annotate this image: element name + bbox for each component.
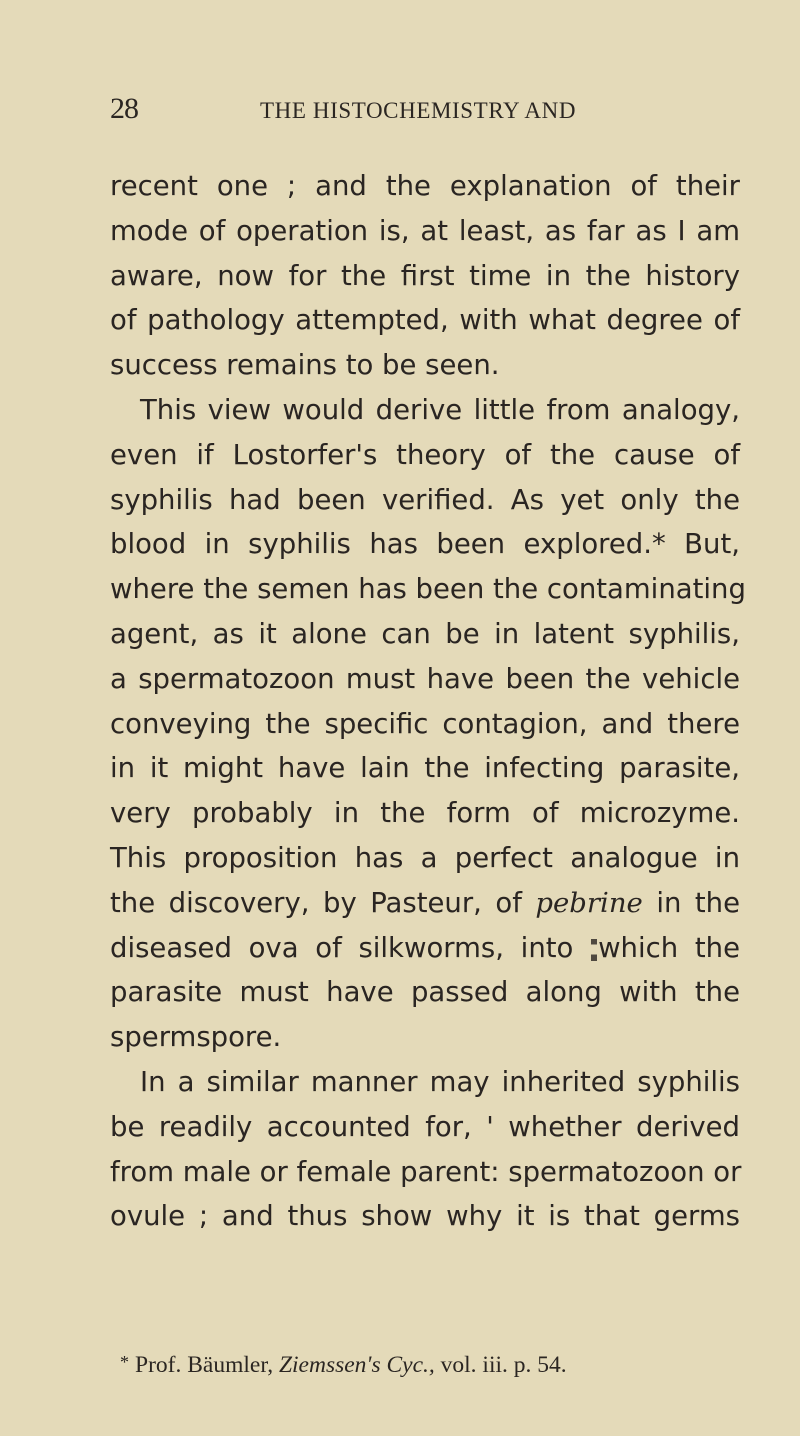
running-head: THE HISTOCHEMISTRY AND (260, 98, 577, 123)
text-line: from male or female parent: spermatozoon or (110, 1155, 742, 1188)
text-segment: which the (598, 931, 741, 964)
text-segment: the discovery, by Pasteur, of (110, 886, 536, 919)
text-line: blood in syphilis has been explored.* But, (110, 528, 740, 561)
text-line: in it might have lain the infecting parasite, (110, 752, 740, 785)
text-line: conveying the specific contagion, and there (110, 707, 740, 740)
text-line: very probably in the form of microzyme. (110, 797, 740, 830)
italic-term: pebrine (535, 886, 643, 919)
text-line: ovule ; and thus show why it is that germs (110, 1200, 740, 1233)
text-line: mode of operation is, at least, as far as I am (110, 214, 740, 247)
text-line: where the semen has been the contaminating (110, 573, 746, 606)
text-line: syphilis had been verified. As yet only the (110, 483, 740, 516)
page-number: 28 (110, 92, 138, 125)
footnote-text-end: vol. iii. p. 54. (434, 1352, 567, 1378)
page-header (110, 92, 730, 132)
text-line: spermspore. (110, 1021, 282, 1054)
footnote-text: Prof. Bäumler, (135, 1352, 279, 1378)
footnote-marker: * (120, 1352, 129, 1372)
text-line: This view would derive little from analogy, (140, 393, 740, 426)
ink-mark (591, 939, 597, 961)
text-line: be readily accounted for, ' whether derived (110, 1110, 740, 1143)
text-line: of pathology attempted, with what degree of (110, 304, 740, 337)
text-segment: diseased ova of silkworms, into (110, 931, 574, 964)
text-line: In a similar manner may inherited syphilis (140, 1065, 740, 1098)
text-line: aware, now for the first time in the history (110, 259, 740, 292)
footnote (112, 1352, 732, 1379)
footnote-italic: Ziemssen's Cyc., (278, 1352, 435, 1378)
text-segment: in the (642, 886, 741, 919)
text-line: parasite must have passed along with the (110, 976, 740, 1009)
text-line: even if Lostorfer's theory of the cause of (110, 438, 740, 471)
text-line: a spermatozoon must have been the vehicle (110, 662, 740, 695)
text-line: This proposition has a perfect analogue in (110, 841, 740, 874)
body-text (110, 164, 746, 1239)
text-line (110, 926, 740, 971)
text-line: agent, as it alone can be in latent syphilis, (110, 617, 740, 650)
text-line (110, 881, 740, 926)
text-line: success remains to be seen. (110, 349, 500, 382)
text-line: recent one ; and the explanation of their (110, 170, 740, 202)
